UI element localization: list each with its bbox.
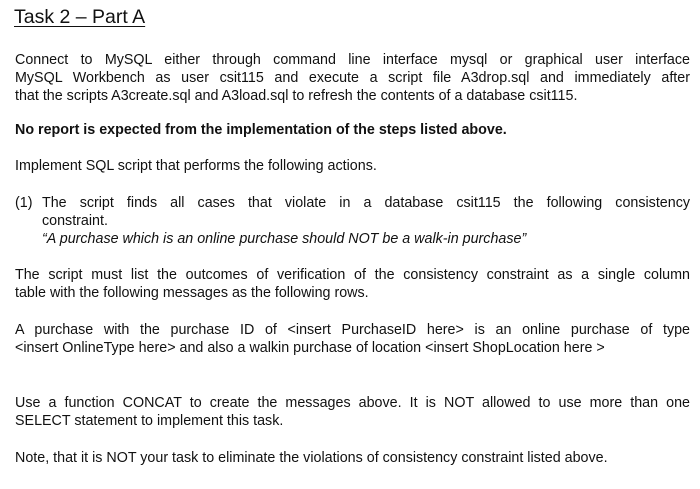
implement-instruction: Implement SQL script that performs the following actions. [15, 158, 377, 174]
final-note: Note, that it is NOT your task to eliminate the violations of consistency constraint listed above. [15, 450, 608, 466]
output-line-2: table with the following messages as the following rows. [15, 285, 369, 301]
output-line-1: The script must list the outcomes of verification of the consistency constraint as a single column [15, 267, 690, 283]
concat-line-2: SELECT statement to implement this task. [15, 413, 284, 429]
page-title: Task 2 – Part A [14, 6, 146, 28]
message-line-1: A purchase with the purchase ID of <insert PurchaseID here> is an online purchase of type [15, 322, 690, 338]
constraint-quote: “A purchase which is an online purchase should NOT be a walk-in purchase” [42, 231, 527, 247]
step-1-body [42, 194, 690, 248]
intro-line-1: Connect to MySQL either through command line interface mysql or graphical user interface [15, 52, 690, 68]
no-report-note: No report is expected from the implementation of the steps listed above. [15, 122, 507, 138]
concat-line-1: Use a function CONCAT to create the messages above. It is NOT allowed to use more than one [15, 395, 690, 411]
intro-paragraph [15, 51, 690, 105]
output-description [15, 266, 690, 302]
message-template [15, 321, 690, 357]
intro-line-3: that the scripts A3create.sql and A3load.sql to refresh the contents of a database csit115. [15, 88, 578, 104]
step-1-line-1: The script finds all cases that violate in a database csit115 the following consistency [42, 195, 690, 211]
intro-line-2: MySQL Workbench as user csit115 and execute a script file A3drop.sql and immediately after [15, 70, 690, 86]
step-1-number: (1) [15, 195, 33, 211]
message-line-2: <insert OnlineType here> and also a walkin purchase of location <insert ShopLocation here > [15, 340, 605, 356]
concat-instruction [15, 394, 690, 430]
step-1-line-2: constraint. [42, 213, 108, 229]
